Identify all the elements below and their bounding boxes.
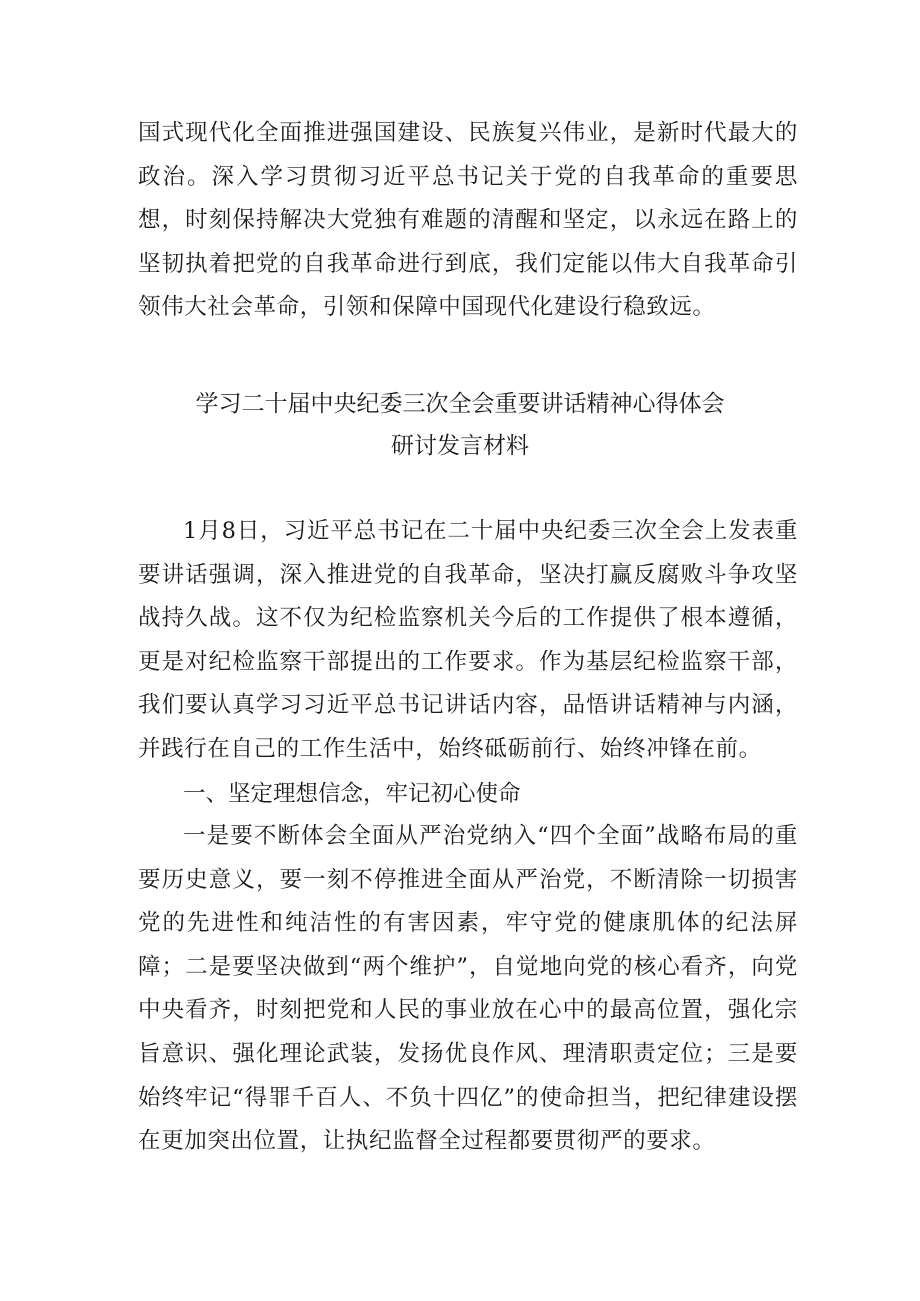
document-title: 学习二十届中央纪委三次全会重要讲话精神心得体会 (195, 391, 725, 417)
body-paragraph: 国式现代化全面推进强国建设、民族复兴伟业，是新时代最大的政治。深入学习贯彻习近平总书记关于党的自我革命的重要思想，时刻保持解决大党独有难题的清醒和坚定，以永远在路上的坚韧执着把党的自我革命进行到底，我们定能以伟大自我革命引领伟大社会革命，引领和保障中国现代化建设行稳致远。 (138, 120, 798, 321)
section-heading: 一、坚定理想信念，牢记初心使命 (183, 781, 521, 807)
section-paragraph: 一是要不断体会全面从严治党纳入“四个全面”战略布局的重要历史意义，要一刻不停推进全面从严治党，不断清除一切损害党的先进性和纯洁性的有害因素，牢守党的健康肌体的纪法屏障；二是要坚决做到“两个维护”，自觉地向党的核心看齐，向党中央看齐，时刻把党和人民的事业放在心中的最高位置，强化宗旨意识、强化理论武装，发扬优良作风、理清职责定位；三是要始终牢记“得罪千百人、不负十四亿”的使命担当，把纪律建设摆在更加突出位置，让执纪监督全过程都要贯彻严的要求。 (138, 823, 798, 1155)
document-subtitle: 研讨发言材料 (391, 433, 529, 459)
intro-paragraph: 1月8日，习近平总书记在二十届中央纪委三次全会上发表重要讲话强调，深入推进党的自我革命，坚决打赢反腐败斗争攻坚战持久战。这不仅为纪检监察机关今后的工作提供了根本遵循，更是对纪检监察干部提出的工作要求。作为基层纪检监察干部，我们要认真学习习近平总书记讲话内容，品悟讲话精神与内涵，并践行在自己的工作生活中，始终砥砺前行、始终冲锋在前。 (138, 518, 798, 762)
